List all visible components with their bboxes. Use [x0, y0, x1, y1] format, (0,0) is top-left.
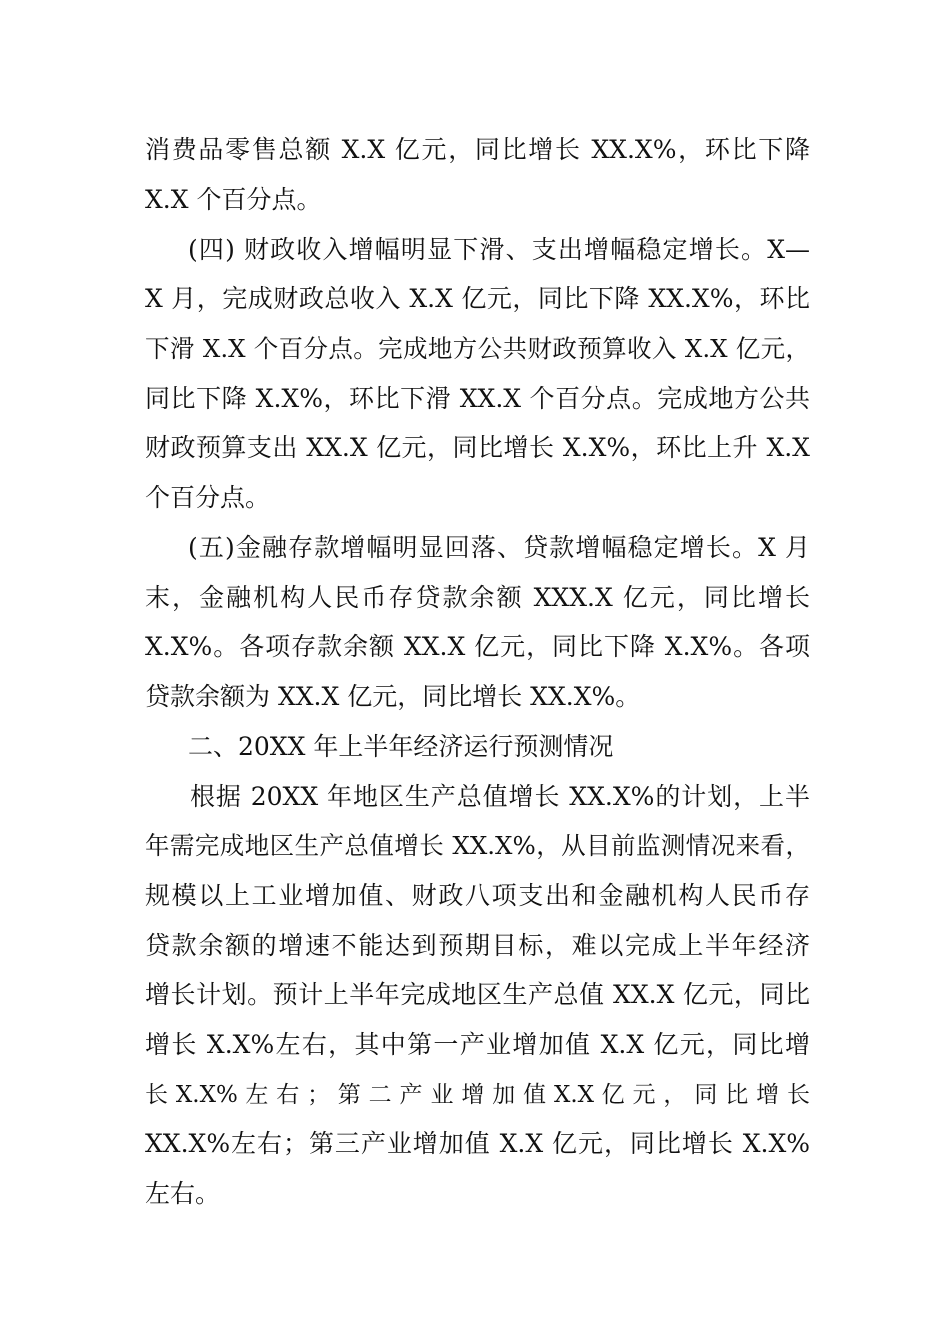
text-line-2: X.X 个百分点。: [145, 185, 322, 214]
text-line-7: 财政预算支出 XX.X 亿元，同比增长 X.X%，环比上升 X.X: [145, 433, 810, 462]
text-line-5: 下滑 X.X 个百分点。完成地方公共财政预算收入 X.X 亿元，: [145, 334, 810, 363]
text-line-18: 增长计划。预计上半年完成地区生产总值 XX.X 亿元，同比: [145, 980, 810, 1009]
text-line-14: 根据 20XX 年地区生产总值增长 XX.X%的计划，上半: [190, 782, 810, 811]
text-line-20: 长 X.X% 左 右 ； 第 二 产 业 增 加 值 X.X 亿 元 ， 同 比 增 长: [145, 1082, 810, 1108]
text-line-8: 个百分点。: [145, 483, 271, 512]
section-two-heading: 二、20XX 年上半年经济运行预测情况: [188, 732, 614, 761]
section-four-heading-line: (四) 财政收入增幅明显下滑、支出增幅稳定增长。X—: [188, 235, 810, 264]
text-line-19: 增长 X.X%左右，其中第一产业增加值 X.X 亿元，同比增: [145, 1030, 810, 1059]
text-line-4: X 月，完成财政总收入 X.X 亿元，同比下降 XX.X%，环比: [145, 284, 810, 313]
text-line-10: 末，金融机构人民币存贷款余额 XXX.X 亿元，同比增长: [145, 583, 810, 612]
text-line-21: XX.X%左右；第三产业增加值 X.X 亿元，同比增长 X.X%: [145, 1129, 810, 1158]
text-line-6: 同比下降 X.X%，环比下滑 XX.X 个百分点。完成地方公共: [145, 384, 810, 413]
text-line-22: 左右。: [145, 1179, 221, 1208]
section-five-heading-line: (五)金融存款增幅明显回落、贷款增幅稳定增长。X 月: [188, 533, 810, 562]
text-line-15: 年需完成地区生产总值增长 XX.X%，从目前监测情况来看，: [145, 831, 810, 860]
text-line-17: 贷款余额的增速不能达到预期目标，难以完成上半年经济: [145, 931, 810, 960]
text-line-12: 贷款余额为 XX.X 亿元，同比增长 XX.X%。: [145, 682, 641, 711]
text-line-1: 消费品零售总额 X.X 亿元，同比增长 XX.X%，环比下降: [145, 135, 810, 164]
text-line-16: 规模以上工业增加值、财政八项支出和金融机构人民币存: [145, 881, 810, 910]
text-line-11: X.X%。各项存款余额 XX.X 亿元，同比下降 X.X%。各项: [145, 632, 810, 661]
